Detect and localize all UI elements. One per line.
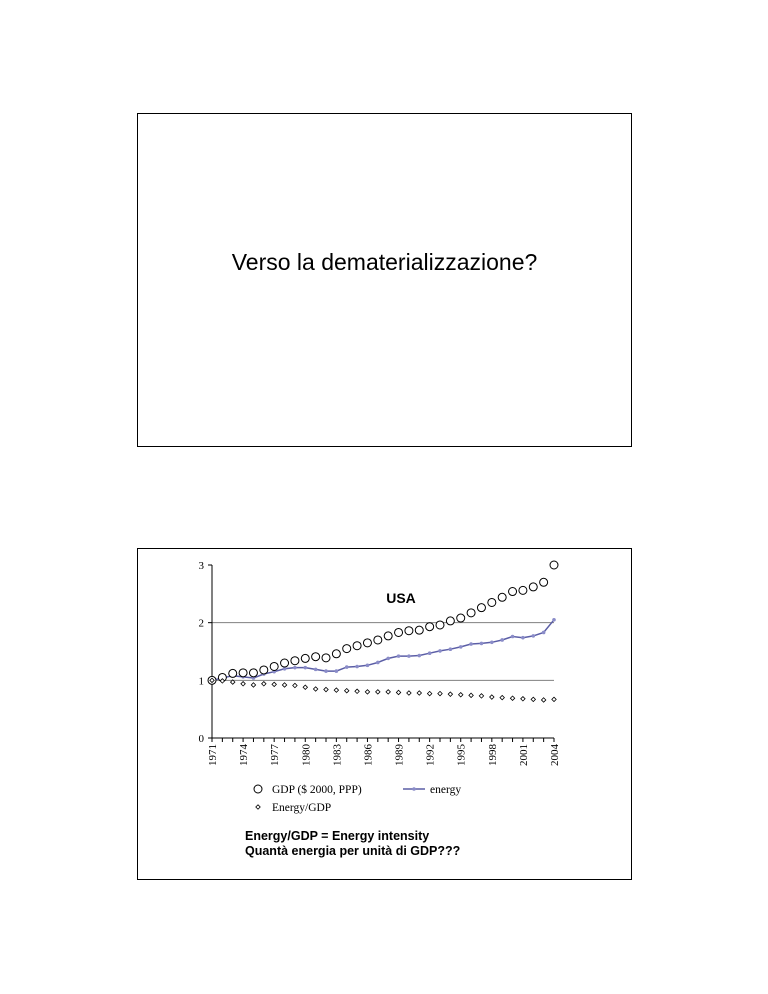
caption-line-2: Quantà energia per unità di GDP??? [245, 844, 461, 858]
energy-point [531, 634, 535, 638]
gdp-point [384, 632, 392, 640]
x-tick-label: 1992 [424, 744, 437, 766]
x-tick-label: 1983 [331, 744, 344, 766]
legend-gdp-label: GDP ($ 2000, PPP) [272, 784, 362, 796]
energy-point [459, 645, 463, 649]
gdp-point [229, 669, 237, 677]
energy-point [314, 668, 318, 672]
chart-title: USA [386, 590, 416, 606]
x-tick-label: 2004 [549, 744, 561, 766]
energy-gdp-point [396, 690, 400, 694]
energy-point [490, 640, 494, 644]
gdp-point [270, 662, 278, 670]
energy-gdp-point [241, 682, 245, 686]
energy-point [397, 654, 401, 658]
legend-energy-label: energy [430, 784, 462, 796]
gdp-point [249, 669, 257, 677]
energy-point [303, 666, 307, 670]
x-tick-label: 1998 [486, 744, 499, 766]
energy-point [542, 631, 546, 635]
gdp-point [446, 617, 454, 625]
energy-gdp-point [552, 697, 556, 701]
energy-gdp-point [490, 695, 494, 699]
x-tick-label: 1989 [393, 744, 406, 766]
gdp-point [353, 642, 361, 650]
energy-point [335, 669, 339, 673]
energy-gdp-point [303, 685, 307, 689]
gdp-point [363, 639, 371, 647]
energy-point [293, 666, 297, 670]
caption-line-1: Energy/GDP = Energy intensity [245, 829, 430, 843]
x-tick-label: 1986 [362, 744, 375, 766]
gdp-point [312, 653, 320, 661]
energy-gdp-point [510, 696, 514, 700]
energy-gdp-point [438, 691, 442, 695]
gdp-point [540, 578, 548, 586]
slide-1 [137, 113, 632, 447]
energy-gdp-point [251, 683, 255, 687]
x-tick-label: 1977 [269, 744, 282, 766]
energy-gdp-point [376, 690, 380, 694]
energy-gdp-point [313, 687, 317, 691]
energy-point [407, 654, 411, 658]
gdp-point [457, 614, 465, 622]
energy-point [386, 657, 390, 661]
legend-energy-gdp-marker [256, 805, 260, 809]
energy-gdp-point [469, 693, 473, 697]
gdp-point [498, 593, 506, 601]
energy-gdp-point [427, 691, 431, 695]
energy-point [511, 635, 515, 639]
energy-point [438, 649, 442, 653]
y-tick-label: 3 [198, 560, 204, 572]
energy-gdp-point [282, 683, 286, 687]
energy-point [521, 636, 525, 640]
energy-point [469, 642, 473, 646]
energy-gdp-point [355, 689, 359, 693]
gdp-point [405, 627, 413, 635]
gdp-point [322, 654, 330, 662]
energy-gdp-point [521, 697, 525, 701]
legend-energy-gdp-label: Energy/GDP [272, 802, 332, 814]
energy-gdp-point [459, 693, 463, 697]
energy-gdp-point [531, 697, 535, 701]
gdp-point [239, 669, 247, 677]
y-tick-label: 1 [198, 675, 204, 688]
gdp-point [519, 586, 527, 594]
gdp-point [426, 623, 434, 631]
energy-gdp-point [293, 683, 297, 687]
gdp-point [301, 654, 309, 662]
energy-point [366, 664, 370, 668]
gdp-point [343, 645, 351, 653]
energy-point [283, 667, 287, 671]
x-tick-label: 2001 [517, 744, 530, 766]
energy-gdp-point [262, 682, 266, 686]
energy-point [428, 651, 432, 655]
slide-title: Verso la dematerializzazione? [231, 249, 538, 275]
energy-gdp-point [417, 691, 421, 695]
energy-point [355, 665, 359, 669]
gdp-point [509, 588, 517, 596]
gdp-point [467, 609, 475, 617]
energy-gdp-point [407, 691, 411, 695]
gdp-point [395, 628, 403, 636]
energy-gdp-point [479, 694, 483, 698]
legend-energy-dot [412, 787, 416, 791]
gdp-point [550, 561, 558, 569]
energy-point [345, 665, 349, 669]
gdp-point [488, 598, 496, 606]
x-tick-label: 1980 [300, 744, 313, 766]
energy-gdp-point [500, 695, 504, 699]
slide-2 [137, 548, 632, 880]
energy-gdp-point [334, 688, 338, 692]
energy-gdp-point [324, 687, 328, 691]
gdp-point [529, 583, 537, 591]
y-tick-label: 2 [198, 617, 204, 630]
energy-gdp-point [365, 690, 369, 694]
caption [245, 829, 460, 859]
gdp-point [291, 657, 299, 665]
energy-point [417, 654, 421, 658]
energy-gdp-point [272, 682, 276, 686]
energy-gdp-point [448, 692, 452, 696]
gdp-point [415, 626, 423, 634]
energy-point [500, 638, 504, 642]
energy-gdp-point [386, 690, 390, 694]
x-tick-label: 1971 [207, 744, 219, 766]
gdp-point [374, 636, 382, 644]
energy-gdp-point [541, 698, 545, 702]
legend-gdp-marker [254, 785, 262, 793]
x-tick-label: 1974 [238, 744, 251, 766]
energy-gdp-point [345, 689, 349, 693]
energy-point [376, 661, 380, 665]
gdp-point [436, 621, 444, 629]
energy-point [449, 647, 453, 651]
x-tick-label: 1995 [455, 744, 468, 766]
energy-point [324, 669, 328, 673]
energy-point [480, 642, 484, 646]
gdp-point [281, 659, 289, 667]
gdp-point [332, 650, 340, 658]
gdp-point [477, 604, 485, 612]
energy-point [552, 618, 556, 622]
y-tick-label: 0 [198, 733, 204, 745]
gdp-point [260, 666, 268, 674]
